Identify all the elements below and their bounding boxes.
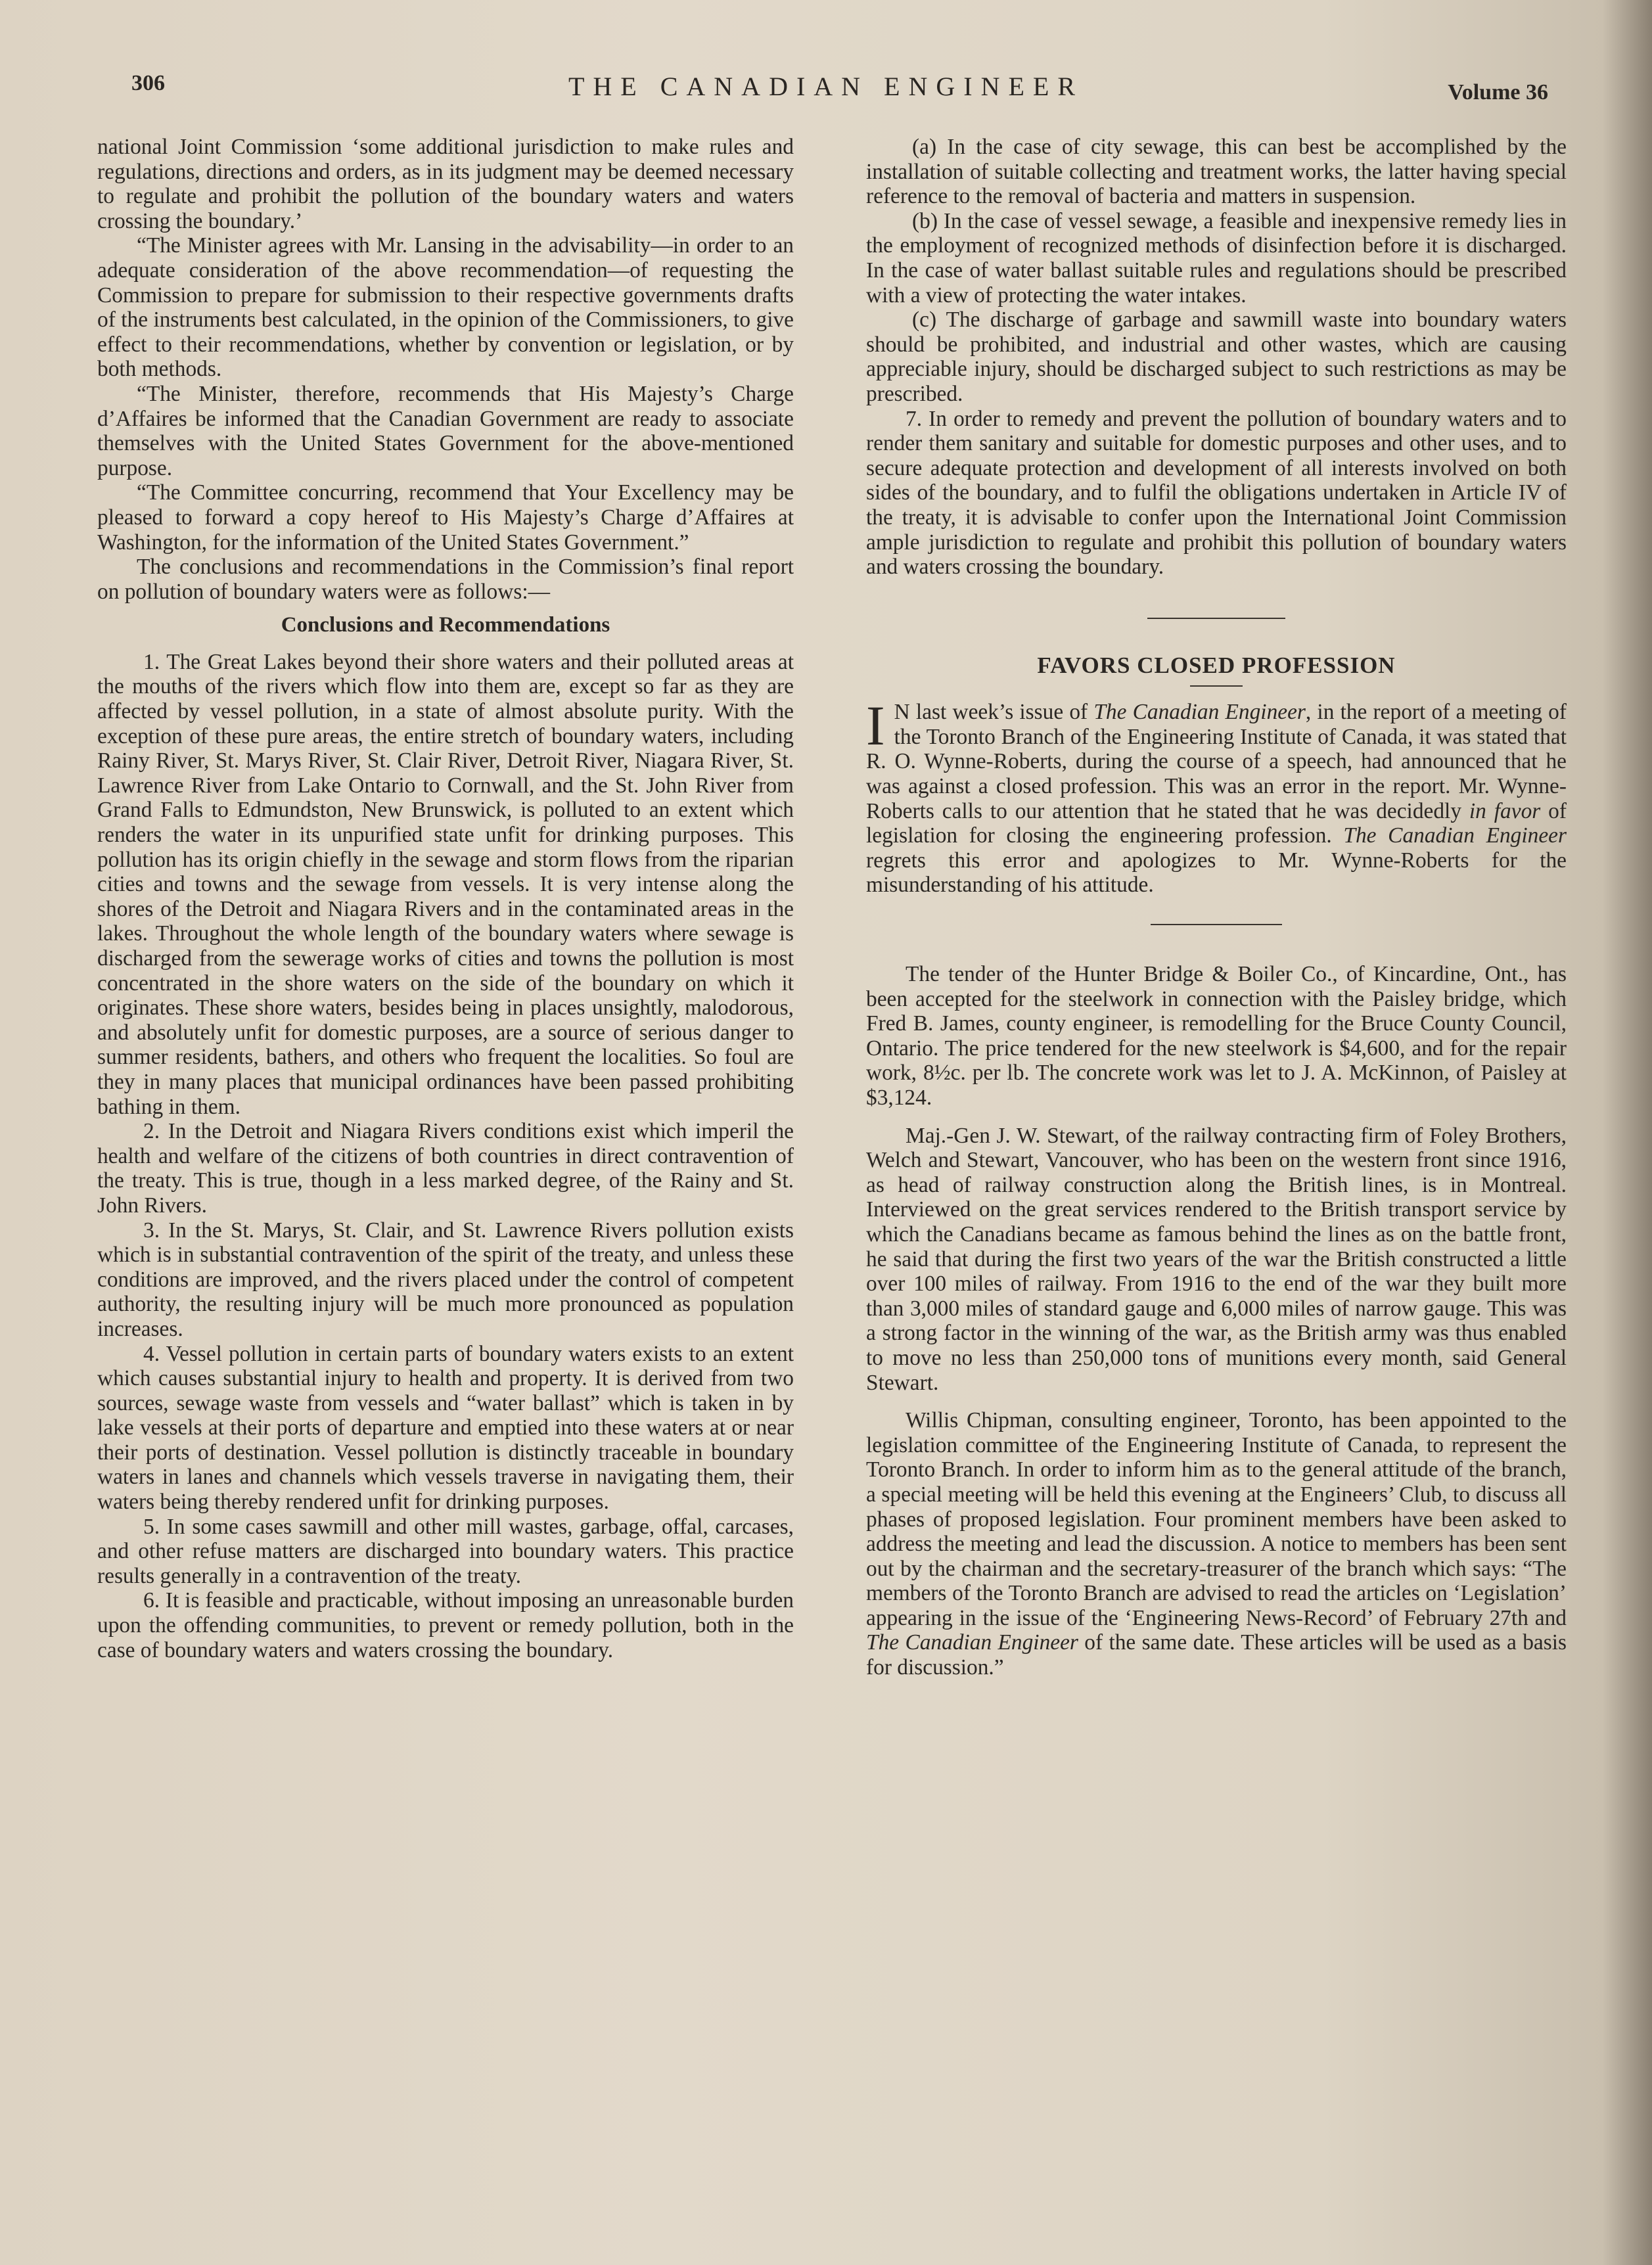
paragraph: The conclusions and recommendations in the Commission’s final report on pollution of boundary waters were as follows:— <box>97 555 794 604</box>
article-headline: FAVORS CLOSED PROFESSION <box>1037 652 1396 678</box>
text-run: Willis Chipman, consulting engineer, Toronto, has been appointed to the legislation committee of the Engineering Institute of Canada, to represent the Toronto Branch. In order to inform him as to the general attitude of the branch, a special meeting will be held this evening at the Engineers’ Club, to discuss all phases of proposed legislation. Four prominent members have been asked to address the meeting and lead the discussion. A notice to members has been sent out by the chairman and the secretary-treasurer of the branch which says: “The members of the Toronto Branch are advised to read the articles on ‘Legislation’ appearing in the issue of the ‘Engineering News-Record’ of February 27th and <box>866 1408 1567 1630</box>
list-item: 1. The Great Lakes beyond their shore waters and their polluted areas at the mouths of the rivers which flow into them are, except so far as they are affected by vessel pollution, in a state of almost absolute purity. With the exception of these pure areas, the entire stretch of boundary waters, including Rainy River, St. Marys River, St. Clair River, Detroit River, Niagara River, St. Lawrence River from Lake Ontario to Cornwall, and the St. John River from Grand Falls to Edmundston, New Brunswick, is polluted to an extent which renders the water in its unpurified state unfit for drinking purposes. This pollution has its origin chiefly in the sewage and storm flows from the riparian cities and towns and the sewage from vessels. It is very intense along the shores of the Detroit and Niagara Rivers and in the contaminated areas in the lakes. Throughout the whole length of the boundary waters where sewage is discharged from the sewerage works of cities and towns the pollution is most concentrated in the shore waters on the side of the boundary on which it originates. These shore waters, besides being in places unsightly, malodorous, and absolutely unfit for domestic purposes, are a source of serious danger to summer residents, bathers, and others who frequent the localities. So foul are they in many places that municipal ordinances have been passed prohibiting bathing in them. <box>97 649 794 1119</box>
italic-title: The Canadian Engineer <box>866 1630 1078 1655</box>
news-item: The tender of the Hunter Bridge & Boiler Co., of Kincardine, Ont., has been accepted for the steelwork in connection with the Paisley bridge, which Fred B. James, county engineer, is remodelling for the Bruce County Council, Ontario. The price tendered for the new steelwork is $4,600, and for the repair work, 8½c. per lb. The concrete work was let to J. A. McKinnon, of Paisley at $3,124. <box>866 962 1567 1110</box>
text-run: , in the report of a meeting of the Toronto Branch of the Engineering Institute of Canada, it was stated that R. O. Wynne-Roberts, during the course of a speech, had announced that he was against a closed profession. This was an error in the report. Mr. Wynne-Roberts calls to our attention that he stated that he was decidedly <box>866 700 1567 823</box>
page-number: 306 <box>131 71 165 95</box>
drop-cap: I <box>866 694 885 758</box>
italic-title: The Canadian Engineer <box>1343 823 1567 848</box>
text-run: of the same date. These articles will be used as a basis for discussion.” <box>866 1630 1567 1680</box>
list-item: 2. In the Detroit and Niagara Rivers conditions exist which imperil the health and welfare of the citizens of both countries in direct contravention of the treaty. This is true, though in a less marked degree, of the Rainy and St. John Rivers. <box>97 1119 794 1218</box>
section-heading: Conclusions and Recommendations <box>281 613 610 637</box>
italic-title: The Canadian Engineer <box>1093 700 1306 725</box>
left-column <box>97 135 794 1662</box>
list-item: 4. Vessel pollution in certain parts of boundary waters exists to an extent which causes substantial injury to health and property. It is derived from two sources, sewage waste from vessels and “water ballast” which is taken in by lake vessels at their ports of departure and emptied into these waters at or near their ports of destination. Vessel pollution is distinctly traceable in boundary waters in lanes and channels which vessels traverse in navigating them, their waters being thereby rendered unfit for drinking purposes. <box>97 1341 794 1515</box>
italic-phrase: in favor <box>1469 798 1541 823</box>
right-column <box>866 135 1567 1680</box>
list-item: 7. In order to remedy and prevent the pollution of boundary waters and to render them sanitary and suitable for domestic purposes and other uses, and to secure adequate protection and development of all interests involved on both sides of the boundary, and to fulfil the obligations undertaken in Article IV of the treaty, it is advisable to confer upon the International Joint Commission ample jurisdiction to regulate and prohibit this pollution of boundary waters and waters crossing the boundary. <box>866 406 1567 580</box>
list-item: 5. In some cases sawmill and other mill wastes, garbage, offal, carcases, and other refuse matters are discharged into boundary waters. This practice results generally in a contravention of the treaty. <box>97 1514 794 1588</box>
text-run: of legislation for closing the engineering profession. <box>866 798 1567 848</box>
list-item: 6. It is feasible and practicable, without imposing an unreasonable burden upon the offending communities, to prevent or remedy pollution, both in the case of boundary waters and waters crossing the boundary. <box>97 1588 794 1662</box>
article-body <box>866 694 1567 898</box>
list-item: (c) The discharge of garbage and sawmill waste into boundary waters should be prohibited, and industrial and other wastes, which are causing appreciable injury, should be discharged subject to such restrictions as may be prescribed. <box>866 308 1567 406</box>
list-item: 3. In the St. Marys, St. Clair, and St. Lawrence Rivers pollution exists which is in substantial contravention of the spirit of the treaty, and unless these conditions are improved, and the rivers placed under the control of competent authority, the resulting injury will be much more pronounced as population increases. <box>97 1218 794 1341</box>
paragraph: national Joint Commission ‘some additional jurisdiction to make rules and regulations, directions and orders, as in its judgment may be deemed necessary to regulate and prohibit the pollution of the boundary waters and waters crossing the boundary.’ <box>97 135 794 233</box>
paragraph: “The Minister, therefore, recommends that His Majesty’s Charge d’Affaires be informed that the Canadian Government are ready to associate themselves with the United States Government for the above-mentioned purpose. <box>97 381 794 480</box>
news-item: Maj.-Gen J. W. Stewart, of the railway contracting firm of Foley Brothers, Welch and Stewart, Vancouver, who has been on the western front since 1916, as head of railway construction along the British lines, is in Montreal. Interviewed on the great services rendered to the British transport service by which the Canadians became as famous behind the lines as on the battle front, he said that during the first two years of the war the British constructed a little over 100 miles of railway. From 1916 to the end of the war they built more than 3,000 miles of standard gauge and 6,000 miles of narrow gauge. This was a strong factor in the winning of the war, as the British army was thus enabled to move no less than 250,000 tons of munitions every month, said General Stewart. <box>866 1123 1567 1395</box>
text-run: N last week’s issue of <box>894 700 1094 725</box>
page-header <box>0 71 1652 117</box>
list-item: (a) In the case of city sewage, this can best be accomplished by the installation of suitable collecting and treatment works, the latter having special reference to the removal of bacteria and matters in suspension. <box>866 135 1567 209</box>
publication-title: THE CANADIAN ENGINEER <box>568 72 1084 101</box>
list-item: (b) In the case of vessel sewage, a feasible and inexpensive remedy lies in the employment of recognized methods of disinfection before it is discharged. In the case of water ballast suitable rules and regulations should be prescribed with a view of protecting the water intakes. <box>866 208 1567 308</box>
news-item <box>866 1408 1567 1680</box>
paragraph: “The Minister agrees with Mr. Lansing in the advisability—in order to an adequate consideration of the above recommendation—of requesting the Commission to prepare for submission to their respective governments drafts of the instruments best calculated, in the opinion of the Commissioners, to give effect to their recommendations, whether by convention or legislation, or by both methods. <box>97 233 794 382</box>
volume-label: Volume 36 <box>1448 80 1548 104</box>
text-run: regrets this error and apologizes to Mr. Wynne-Roberts for the misunderstanding of his attitude. <box>866 848 1567 898</box>
paragraph: “The Committee concurring, recommend that Your Excellency may be pleased to forward a copy hereof to His Majesty’s Charge d’Affaires at Washington, for the information of the United States Government.” <box>97 480 794 555</box>
